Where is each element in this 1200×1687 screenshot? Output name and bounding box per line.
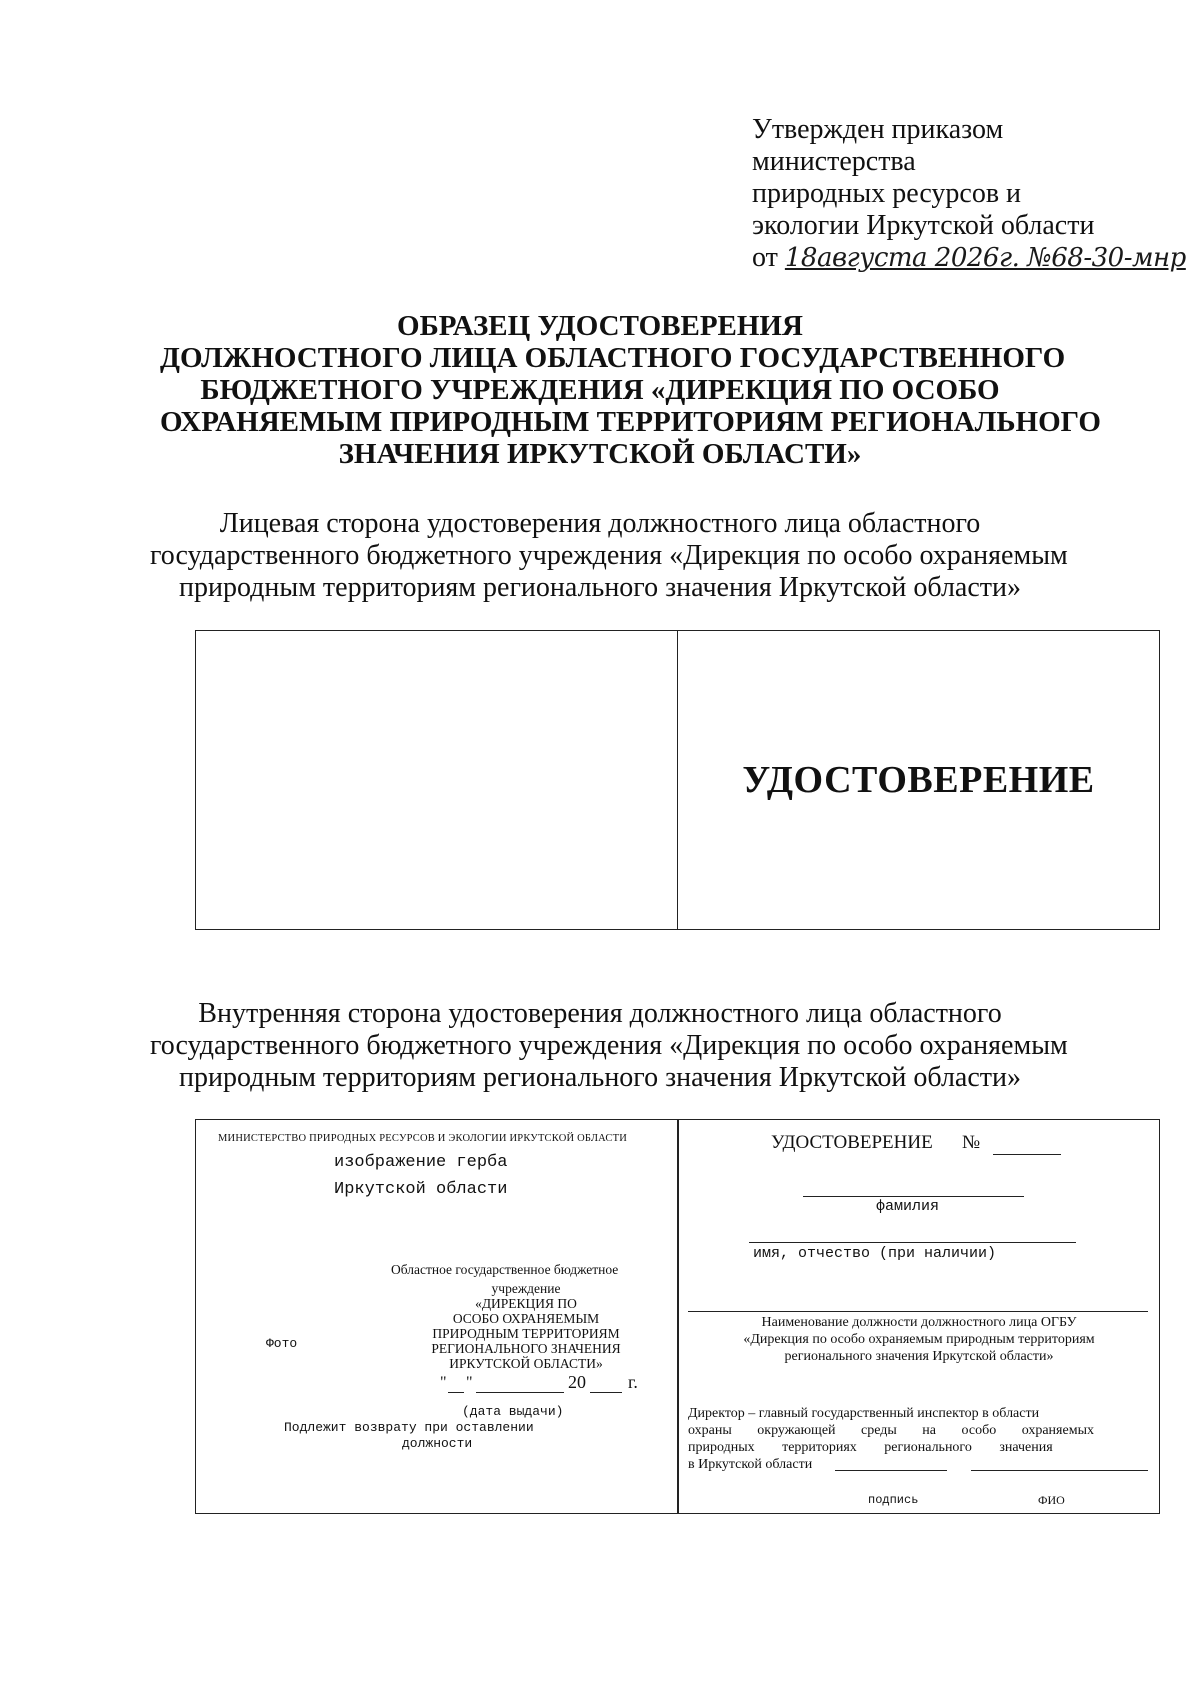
- title-line: ОБРАЗЕЦ УДОСТОВЕРЕНИЯ: [397, 310, 803, 342]
- org-line: РЕГИОНАЛЬНОГО ЗНАЧЕНИЯ: [431, 1341, 621, 1356]
- director-line: [688, 1439, 1148, 1456]
- name-label: имя, отчество (при наличии): [753, 1245, 997, 1262]
- approval-date-line: [752, 242, 1192, 274]
- org-line: учреждение: [491, 1281, 561, 1296]
- front-card-title: УДОСТОВЕРЕНИЕ: [742, 759, 1095, 801]
- title-line: ЗНАЧЕНИЯ ИРКУТСКОЙ ОБЛАСТИ»: [338, 438, 862, 470]
- inner-card: [195, 1119, 1160, 1514]
- director-line: [688, 1422, 1148, 1439]
- number-sign: №: [962, 1132, 981, 1153]
- position-blank: [688, 1311, 1148, 1312]
- ministry-label: МИНИСТЕРСТВО ПРИРОДНЫХ РЕСУРСОВ И ЭКОЛОГИИ ИРКУТСКОЙ ОБЛАСТИ: [218, 1133, 628, 1144]
- heading-line: государственного бюджетного учреждения «Дирекция по особо охраняемым: [150, 540, 1068, 571]
- signature-blank: [835, 1470, 947, 1471]
- org-line: ОСОБО ОХРАНЯЕМЫМ: [452, 1311, 600, 1326]
- surname-label: фамилия: [876, 1198, 940, 1215]
- approval-block: [752, 114, 1192, 274]
- id-title: УДОСТОВЕРЕНИЕ: [771, 1132, 933, 1153]
- director-line: в Иркутской области: [688, 1457, 813, 1472]
- year-blank: [590, 1392, 622, 1393]
- title-line: БЮДЖЕТНОГО УЧРЕЖДЕНИЯ «ДИРЕКЦИЯ ПО ОСОБО: [200, 374, 1000, 406]
- emblem-placeholder-line2: Иркутской области: [334, 1180, 508, 1199]
- org-name-block: [381, 1281, 671, 1371]
- front-side-heading: [150, 508, 1068, 604]
- date-quote-open: ": [440, 1374, 447, 1391]
- director-block: [688, 1405, 1148, 1473]
- card-divider: [677, 1120, 679, 1513]
- photo-label: Фото: [266, 1336, 298, 1351]
- approval-line: экологии Иркутской области: [752, 210, 1095, 241]
- front-card-right-panel: [678, 631, 1159, 929]
- front-card-left-panel: [196, 631, 678, 929]
- org-line: «ДИРЕКЦИЯ ПО: [475, 1296, 577, 1311]
- approval-line: Утвержден приказом: [752, 114, 1004, 145]
- title-line: ДОЛЖНОСТНОГО ЛИЦА ОБЛАСТНОГО ГОСУДАРСТВЕННОГО: [160, 342, 1066, 374]
- heading-line: природным территориям регионального значения Иркутской области»: [179, 1062, 1021, 1093]
- handwritten-date: 18августа 2026г. №68-30-мнр: [784, 243, 1186, 273]
- issue-date-label: (дата выдачи): [462, 1404, 564, 1419]
- heading-line: государственного бюджетного учреждения «Дирекция по особо охраняемым: [150, 1030, 1068, 1061]
- return-note-line1: Подлежит возврату при оставлении: [284, 1420, 534, 1435]
- org-line: Областное государственное бюджетное: [391, 1262, 619, 1277]
- name-blank: [749, 1242, 1076, 1243]
- heading-line: Лицевая сторона удостоверения должностного лица областного: [219, 508, 981, 539]
- id-number-blank: [993, 1154, 1061, 1155]
- fio-blank: [971, 1470, 1148, 1471]
- org-line: ИРКУТСКОЙ ОБЛАСТИ»: [449, 1356, 603, 1371]
- title-line: ОХРАНЯЕМЫМ ПРИРОДНЫМ ТЕРРИТОРИЯМ РЕГИОНАЛЬНОГО: [160, 406, 1101, 438]
- signature-label: подпись: [868, 1493, 919, 1507]
- position-line: регионального значения Иркутской области»: [784, 1349, 1054, 1364]
- director-line-text: природных территориях регионального значения: [688, 1440, 1053, 1455]
- year-prefix: 20: [568, 1372, 586, 1392]
- heading-line: природным территориям регионального значения Иркутской области»: [179, 572, 1021, 603]
- director-line: Директор – главный государственный инспектор в области: [688, 1406, 1040, 1421]
- month-blank: [476, 1392, 564, 1393]
- date-quote-close: ": [466, 1374, 473, 1391]
- emblem-placeholder-line1: изображение герба: [334, 1153, 508, 1172]
- surname-blank: [803, 1196, 1024, 1197]
- position-line: «Дирекция по особо охраняемым природным территориям: [743, 1332, 1095, 1347]
- approval-line: министерства: [752, 146, 916, 177]
- org-line: ПРИРОДНЫМ ТЕРРИТОРИЯМ: [432, 1326, 620, 1341]
- document-title: [160, 310, 1101, 470]
- year-suffix: г.: [628, 1372, 638, 1392]
- approval-line: природных ресурсов и: [752, 178, 1022, 209]
- front-card: [195, 630, 1160, 930]
- position-description: [682, 1314, 1156, 1365]
- position-line: Наименование должности должностного лица ОГБУ: [761, 1315, 1077, 1330]
- return-note-line2: должности: [402, 1436, 473, 1451]
- inner-side-heading: [150, 998, 1068, 1094]
- director-line-text: охраны окружающей среды на особо охраняемых: [688, 1423, 1094, 1438]
- heading-line: Внутренняя сторона удостоверения должностного лица областного: [198, 998, 1002, 1029]
- fio-label: ФИО: [1038, 1493, 1065, 1507]
- day-blank: [448, 1392, 464, 1393]
- approval-date-prefix: от: [752, 242, 778, 273]
